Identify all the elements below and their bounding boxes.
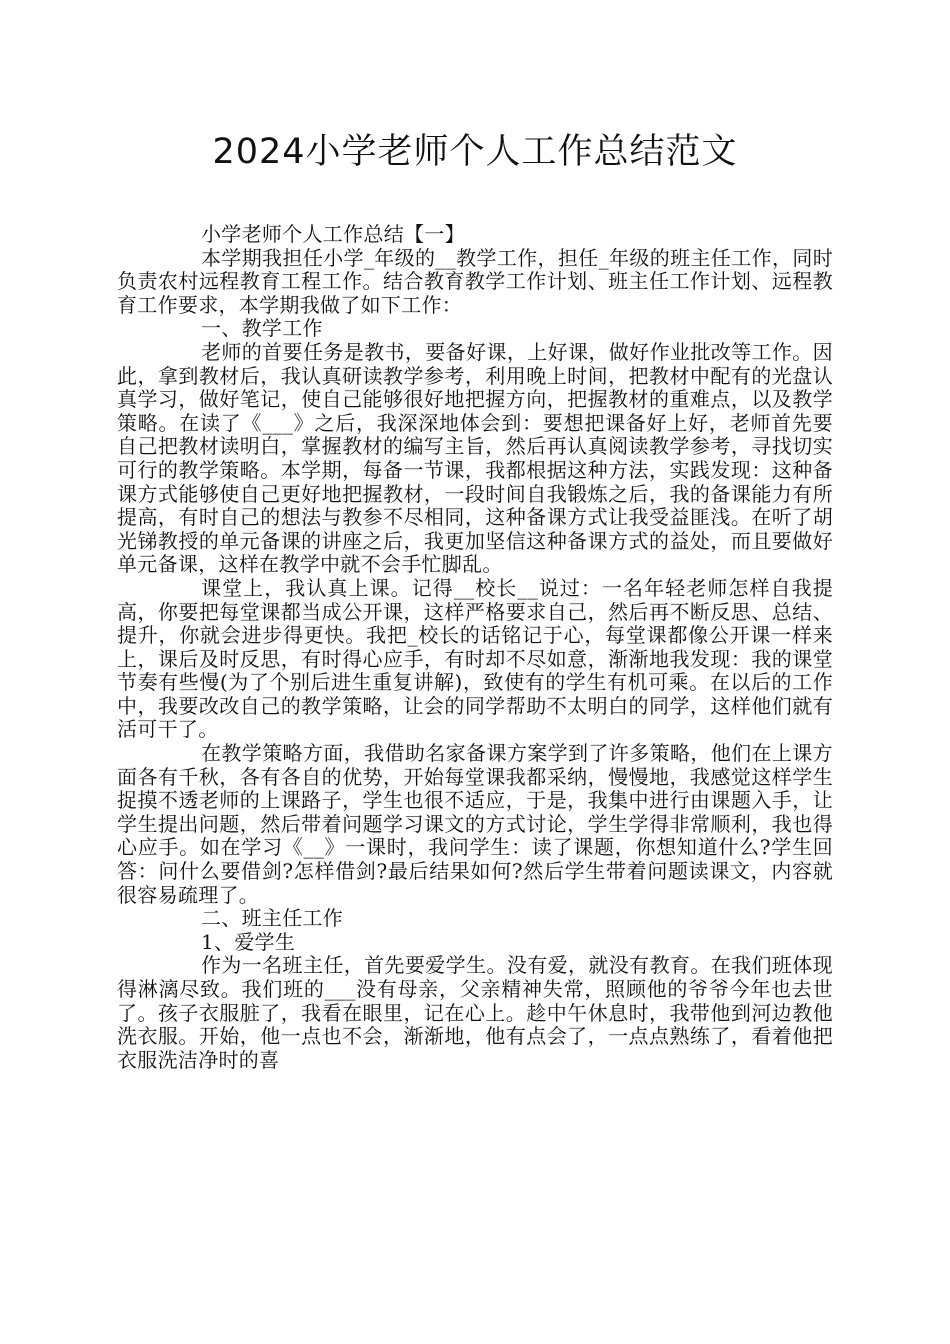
section-heading: 小学老师个人工作总结【一】: [201, 222, 465, 246]
section-heading: 一、教学工作: [201, 316, 323, 341]
body-paragraph: 本学期我担任小学_年级的__教学工作，担任_年级的班主任工作，同时负责农村远程教育工程工作。结合教育教学工作计划、班主任工作计划、远程教育工作要求，本学期我做了如下工作：: [117, 245, 833, 317]
subsection-heading: 1、爱学生: [201, 929, 296, 954]
document-title: 2024小学老师个人工作总结范文: [212, 132, 738, 172]
body-paragraph: 老师的首要任务是教书，要备好课，上好课，做好作业批改等工作。因此，拿到教材后，我认真研读教学参考，利用晚上时间，把教材中配有的光盘认真学习，做好笔记，使自己能够很好地把握方向，把握教材的重难点，以及教学策略。在读了《___》之后，我深深地体会到：要想把课备好上好，老师首先要自己把教材读明白，掌握教材的编写主旨，然后再认真阅读教学参考，寻找切实可行的教学策略。本学期，每备一节课，我都根据这种方法，实践发现：这种备课方式能够使自己更好地把握教材，一段时间自我锻炼之后，我的备课能力有所提高，有时自己的想法与教参不尽相同，这种备课方式让我受益匪浅。在听了胡光锑教授的单元备课的讲座之后，我更加坚信这种备课方式的益处，而且要做好单元备课，这样在教学中就不会手忙脚乱。: [117, 339, 833, 577]
body-paragraph: 在教学策略方面，我借助名家备课方案学到了许多策略，他们在上课方面各有千秋，各有各自的优势，开始每堂课我都采纳，慢慢地，我感觉这样学生捉摸不透老师的上课路子，学生也很不适应，于是，我集中进行由课题入手，让学生提出问题，然后带着问题学习课文的方式讨论，学生学得非常顺利，我也得心应手。如在学习《__》一课时，我问学生：读了课题，你想知道什么?学生回答：问什么要借剑?怎样借剑?最后结果如何?然后学生带着问题读课文，内容就很容易疏理了。: [117, 741, 833, 907]
section-heading: 二、班主任工作: [201, 906, 344, 931]
document-body: [117, 223, 833, 1072]
body-paragraph: 作为一名班主任，首先要爱学生。没有爱，就没有教育。在我们班体现得淋漓尽致。我们班的___没有母亲，父亲精神失常，照顾他的爷爷今年也去世了。孩子衣服脏了，我看在眼里，记在心上。趁中午休息时，我带他到河边教他洗衣服。开始，他一点也不会，渐渐地，他有点会了，一点点熟练了，看着他把衣服洗洁净时的喜: [117, 953, 833, 1072]
body-paragraph: 课堂上，我认真上课。记得__校长__说过：一名年轻老师怎样自我提高，你要把每堂课都当成公开课，这样严格要求自己，然后再不断反思、总结、提升，你就会进步得更快。我把_校长的话铭记于心，每堂课都像公开课一样来上，课后及时反思，有时得心应手，有时却不尽如意，渐渐地我发现：我的课堂节奏有些慢(为了个别后进生重复讲解)，致使有的学生有机可乘。在以后的工作中，我要改改自己的教学策略，让会的同学帮助不太明白的同学，这样他们就有活可干了。: [117, 575, 833, 742]
